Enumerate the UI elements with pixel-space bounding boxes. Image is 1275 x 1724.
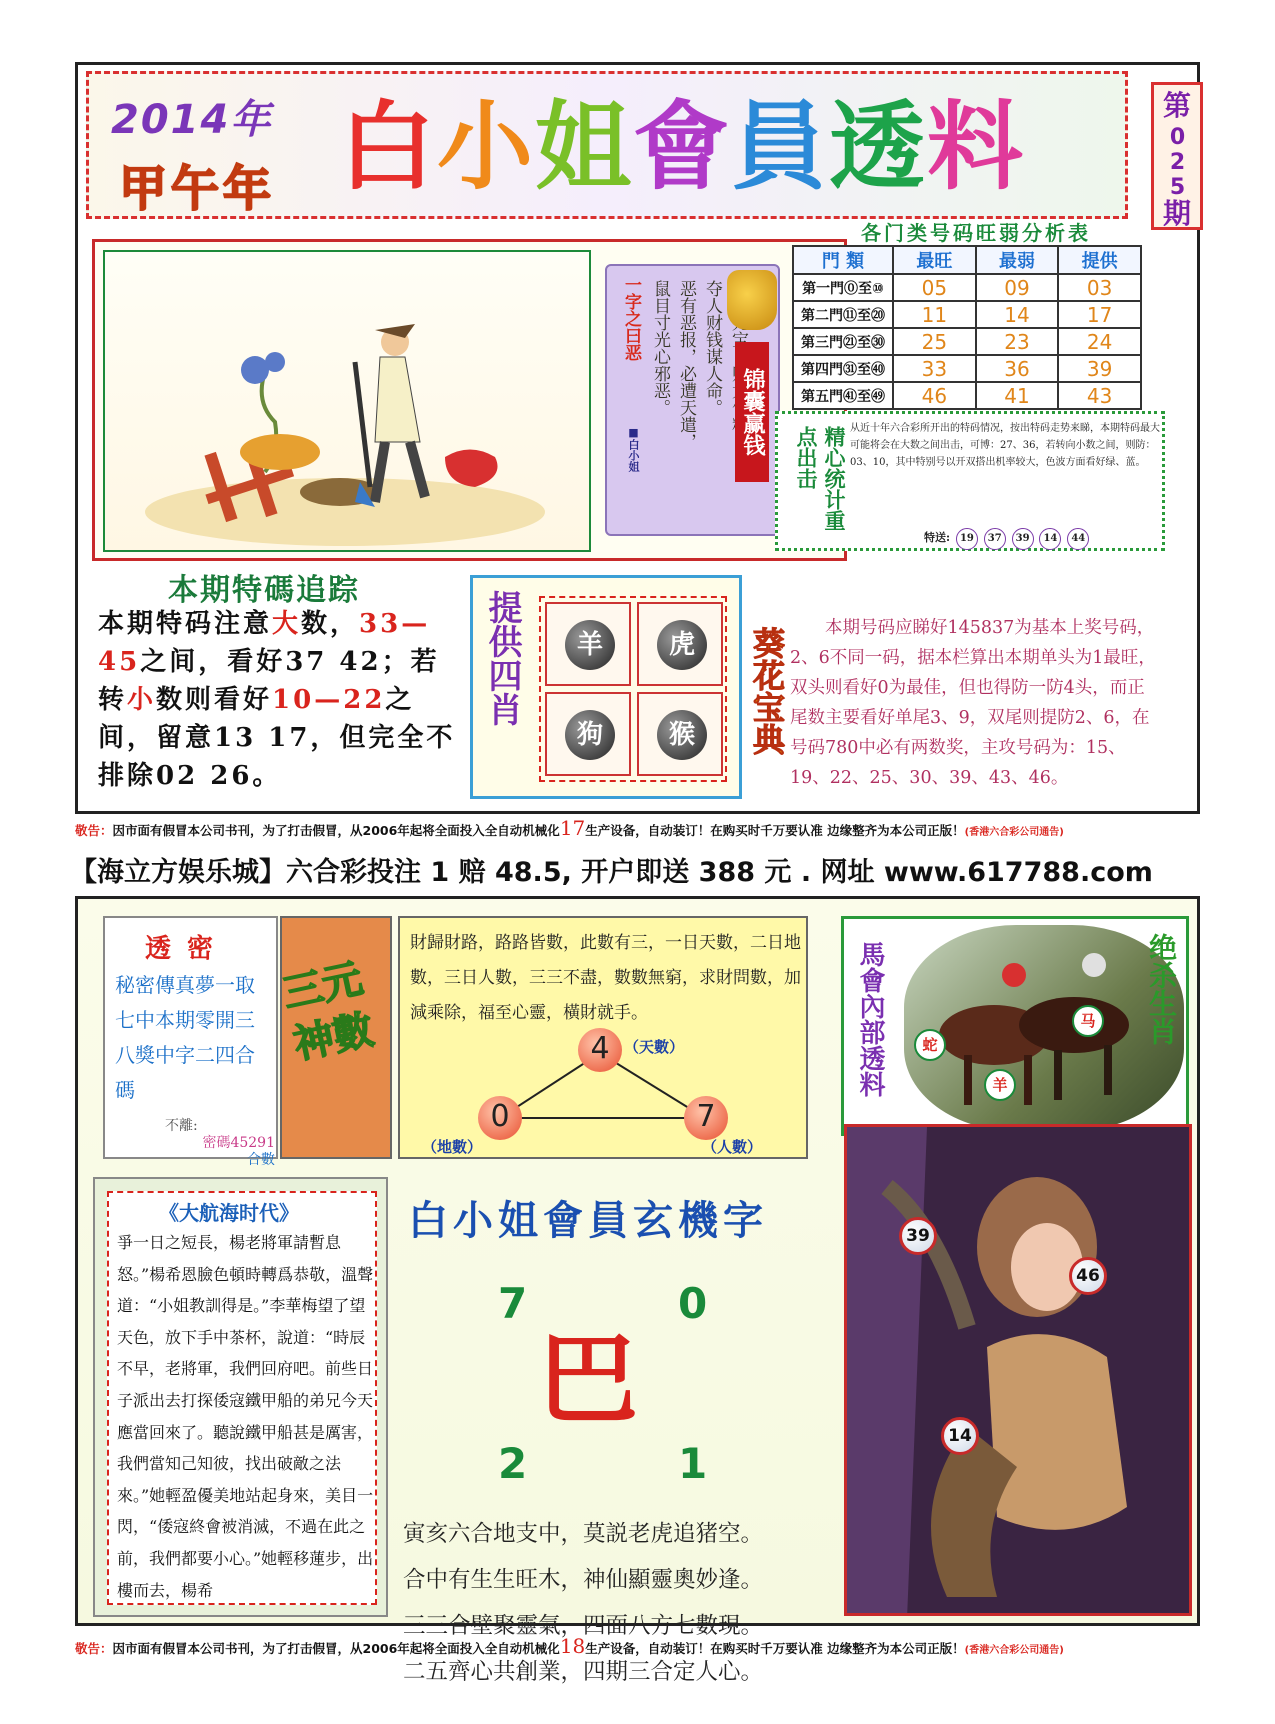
riddle-character: 巴 xyxy=(538,1320,638,1438)
value-cell: 09 xyxy=(976,274,1059,301)
story-box xyxy=(93,1177,388,1617)
value-cell: 33 xyxy=(893,355,976,382)
issue-prefix: 第 xyxy=(1162,89,1191,122)
title-char: 料 xyxy=(927,90,1025,203)
secret-line: 碼 xyxy=(115,1078,135,1102)
warning-text: 因市面有假冒本公司书刊，为了打击假冒，从2006年起将全面投入全自动机械化 xyxy=(112,823,560,838)
issue-value: 025 xyxy=(1165,125,1190,200)
tracking-segment: 数则看好 xyxy=(156,685,273,715)
secret-title: 透密 xyxy=(145,934,230,964)
door-cell: 第五門㊶至㊾ xyxy=(793,382,893,409)
column-header: 提供 xyxy=(1058,246,1141,274)
title-char: 會 xyxy=(633,90,731,203)
value-cell: 39 xyxy=(1058,355,1141,382)
special-numbers xyxy=(924,528,1089,550)
number-ball: 44 xyxy=(1067,528,1089,550)
zodiac-cell xyxy=(545,692,631,776)
value-cell: 14 xyxy=(976,301,1059,328)
title-char: 小 xyxy=(437,90,535,203)
sanyuan-label: 三元神數 xyxy=(278,954,378,1069)
riddle-poem xyxy=(403,1511,843,1695)
story-text: 爭一日之短長，楊老將軍請暫息怒。”楊希恩臉色頓時轉爲恭敬，溫聲道：“小姐教訓得是。”李華梅望了望天色，放下手中茶杯，說道：“時辰不早，老將軍，我們回府吧。前些日子派出去打探倭寇鐵甲船的弟兄今天應當回來了。聽說鐵甲船甚是厲害，我們當知己知彼，找出破敵之法來。”她輕盈優美地站起身來，美目一閃，“倭寇終會被消滅，不過在此之前，我們都要小心。”她輕移蓮步，出樓而去，楊希 xyxy=(117,1233,374,1600)
page-number: 18 xyxy=(559,1634,586,1658)
earth-number-node: 0 xyxy=(478,1096,522,1140)
sunflower-text: 本期号码应睇好145837为基本上奖号码，2、6不同一码，据本栏算出本期单头为1最旺，双头则看好0为最佳，但也得防一防4头，而正尾数主要看好单尾3、9，双尾则提防2、6，在号码780中必有两数奖，主攻号码为：15、19、22、25、30、39、43、46。 xyxy=(790,618,1156,788)
riddle-digit: 1 xyxy=(678,1439,708,1488)
riddle-digit: 0 xyxy=(678,1279,708,1328)
value-cell: 24 xyxy=(1058,328,1141,355)
secret-note xyxy=(165,1118,275,1169)
special-label: 特送: xyxy=(924,531,951,544)
secret-text xyxy=(115,968,270,1108)
advertisement: 【海立方娱乐城】六合彩投注 1 赔 48.5, 开户即送 388 元 . 网址 www.617788.com xyxy=(70,857,1153,888)
tracking-segment: 之间，看好37 42；若转 xyxy=(98,647,440,715)
four-zodiac-box xyxy=(470,575,742,799)
tracking-range: 10—22 xyxy=(272,685,386,715)
zodiac-label: 提供四肖 xyxy=(482,590,522,726)
sanyuan-label-box xyxy=(280,916,392,1159)
door-cell: 第四門㉛至㊵ xyxy=(793,355,893,382)
issue-suffix: 期 xyxy=(1162,197,1191,230)
number-ball: 14 xyxy=(1039,528,1061,550)
note-tail: 合數 xyxy=(247,1152,275,1168)
riddle-digit: 7 xyxy=(498,1279,528,1328)
door-cell: 第一門⓪至⑩ xyxy=(793,274,893,301)
horse-racing-photo xyxy=(904,925,1184,1131)
zodiac-badge: 蛇 xyxy=(914,1029,946,1061)
tracking-segment: 之间，留意13 17，但完全不排除02 26。 xyxy=(98,685,456,791)
title-char: 透 xyxy=(829,90,927,203)
secret-line: 八獎中字二四合 xyxy=(115,1043,255,1067)
tracking-segment: 本期特码注意 xyxy=(98,609,273,639)
column-header: 最旺 xyxy=(893,246,976,274)
earth-number-label: （地數） xyxy=(422,1138,483,1156)
warning-notice-top xyxy=(75,816,1200,840)
year-label: 2014年 xyxy=(111,97,273,143)
issue-number xyxy=(1151,82,1203,230)
warning-label: 敬告： xyxy=(75,823,113,838)
analysis-text: 从近十年六合彩所开出的特码情况，按出特码走势来睇，本期特码最大可能将会在大数之间出击，可博：27、36，若转向小数之间，则防：03、10，其中特别号以开双搭出机率较大，色波方面看好绿、蓝。 xyxy=(850,423,1160,468)
value-cell: 23 xyxy=(976,328,1059,355)
human-number-node: 7 xyxy=(684,1096,728,1140)
title-char: 姐 xyxy=(535,90,633,203)
money-bag-icon xyxy=(727,270,777,330)
story-inner xyxy=(107,1191,377,1605)
horse-racing-box xyxy=(841,916,1189,1136)
killer-zodiac-label: 绝杀生肖 xyxy=(1145,933,1178,1045)
odds-table xyxy=(792,245,1142,410)
table-row xyxy=(793,301,1141,328)
main-title xyxy=(339,92,1025,202)
tracking-highlight: 大 xyxy=(272,609,302,639)
warning-text: 因市面有假冒本公司书刊，为了打击假冒，从2006年起将全面投入全自动机械化 xyxy=(112,1641,560,1656)
table-row xyxy=(793,274,1141,301)
poem-line: 三三合壁聚靈氣，四面八方七數現。 xyxy=(403,1613,764,1639)
human-number-label: （人數） xyxy=(702,1138,763,1156)
number-ball: 37 xyxy=(984,528,1006,550)
sunflower-label: 葵花宝典 xyxy=(748,627,786,755)
value-cell: 43 xyxy=(1058,382,1141,409)
zodiac-ball: 虎 xyxy=(657,620,707,670)
value-cell: 41 xyxy=(976,382,1059,409)
zodiac-badge: 马 xyxy=(1072,1005,1104,1037)
number-ball: 14 xyxy=(941,1417,979,1455)
warning-text: 生产设备，自动装订！在购买时千万要认准 边缘整齐为本公司正版！ xyxy=(585,823,965,838)
secret-box xyxy=(103,916,278,1168)
poem-line: 寅亥六合地支中，莫説老虎追猪空。 xyxy=(403,1521,764,1547)
value-cell: 17 xyxy=(1058,301,1141,328)
scroll-line: 夺人财钱谋人命。 xyxy=(702,280,722,416)
number-ball: 39 xyxy=(1012,528,1034,550)
heaven-number-label: （天數） xyxy=(624,1038,685,1056)
zodiac-cell xyxy=(545,602,631,686)
tracking-highlight: 小 xyxy=(127,685,157,715)
number-ball: 46 xyxy=(1069,1257,1107,1295)
poem-line: 二五齊心共創業，四期三合定人心。 xyxy=(403,1659,764,1685)
digging-treasure-illustration xyxy=(103,250,591,552)
title-char: 員 xyxy=(731,90,829,203)
zodiac-ball: 狗 xyxy=(565,710,615,760)
value-cell: 46 xyxy=(893,382,976,409)
sanyuan-box xyxy=(398,916,808,1159)
door-cell: 第二門⑪至⑳ xyxy=(793,301,893,328)
warning-text: 生产设备，自动装订！在购买时千万要认准 边缘整齐为本公司正版！ xyxy=(585,1641,965,1656)
zodiac-cell xyxy=(637,692,723,776)
bag-label: 锦囊赢钱 xyxy=(735,342,769,482)
table-row xyxy=(793,328,1141,355)
table-header-row xyxy=(793,246,1141,274)
note-label: 不離: xyxy=(165,1118,198,1134)
sanyuan-text: 財歸財路，路路皆數，此數有三，一日天數，二日地數，三日人數，三三不盡，數數無窮，求財問數，加減乘除，福至心靈，橫財就手。 xyxy=(410,933,801,1023)
tracking-segment: 数， xyxy=(301,609,360,639)
zodiac-grid xyxy=(539,596,727,782)
story-title: 《大航海时代》 xyxy=(159,1201,299,1225)
title-char: 白 xyxy=(339,90,437,203)
value-cell: 11 xyxy=(893,301,976,328)
zodiac-badge: 羊 xyxy=(984,1069,1016,1101)
horse-label: 馬會內部透料 xyxy=(855,941,885,1097)
masthead xyxy=(86,71,1191,230)
warning-source: (香港六合彩公司通告) xyxy=(964,1645,1064,1656)
page-number: 17 xyxy=(559,816,586,840)
table-row xyxy=(793,382,1141,409)
warning-label: 敬告： xyxy=(75,1641,113,1656)
tracking-range: 33—45 xyxy=(98,609,431,677)
heaven-number-node: 4 xyxy=(578,1028,622,1072)
number-ball: 19 xyxy=(956,528,978,550)
riddle-digit: 2 xyxy=(498,1439,528,1488)
analysis-box xyxy=(775,411,1165,551)
number-ball: 39 xyxy=(899,1217,937,1255)
note-code: 45291 xyxy=(230,1135,275,1151)
zodiac-ball: 羊 xyxy=(565,620,615,670)
secret-line: 秘密傳真夢一取 xyxy=(115,973,255,997)
value-cell: 25 xyxy=(893,328,976,355)
secret-line: 七中本期零開三 xyxy=(115,1008,255,1032)
tracking-title: 本期特碼追踪 xyxy=(168,573,360,608)
analysis-label: 精心统计重点出击 xyxy=(794,426,847,531)
value-cell: 36 xyxy=(976,355,1059,382)
top-sheet xyxy=(75,62,1200,814)
scroll-line: 恶有恶报，必遭天遣， xyxy=(676,280,696,450)
note-code-label: 密碼 xyxy=(202,1135,231,1151)
scroll-signature: ■白小姐 xyxy=(627,426,640,472)
poem-line: 合中有生生旺木，神仙顯靈奧妙逢。 xyxy=(403,1567,764,1593)
scroll-heading: 一字之曰恶 xyxy=(621,276,641,361)
odds-table-title: 各门类号码旺弱分析表 xyxy=(861,221,1091,245)
door-cell: 第三門㉑至㉚ xyxy=(793,328,893,355)
riddle-title: 白小姐會員玄機字 xyxy=(408,1197,768,1244)
model-photo xyxy=(844,1124,1192,1616)
scroll-line: 鼠目寸光心邪恶。 xyxy=(650,280,670,416)
value-cell: 05 xyxy=(893,274,976,301)
column-header: 最弱 xyxy=(976,246,1059,274)
value-cell: 03 xyxy=(1058,274,1141,301)
zodiac-ball: 猴 xyxy=(657,710,707,760)
tracking-text xyxy=(98,605,458,795)
ganzhi-year: 甲午年 xyxy=(119,161,276,217)
table-row xyxy=(793,355,1141,382)
column-header: 門 類 xyxy=(793,246,893,274)
warning-source: (香港六合彩公司通告) xyxy=(964,827,1064,838)
zodiac-cell xyxy=(637,602,723,686)
illustration-panel xyxy=(92,239,847,561)
warning-notice-bottom xyxy=(75,1634,1200,1658)
